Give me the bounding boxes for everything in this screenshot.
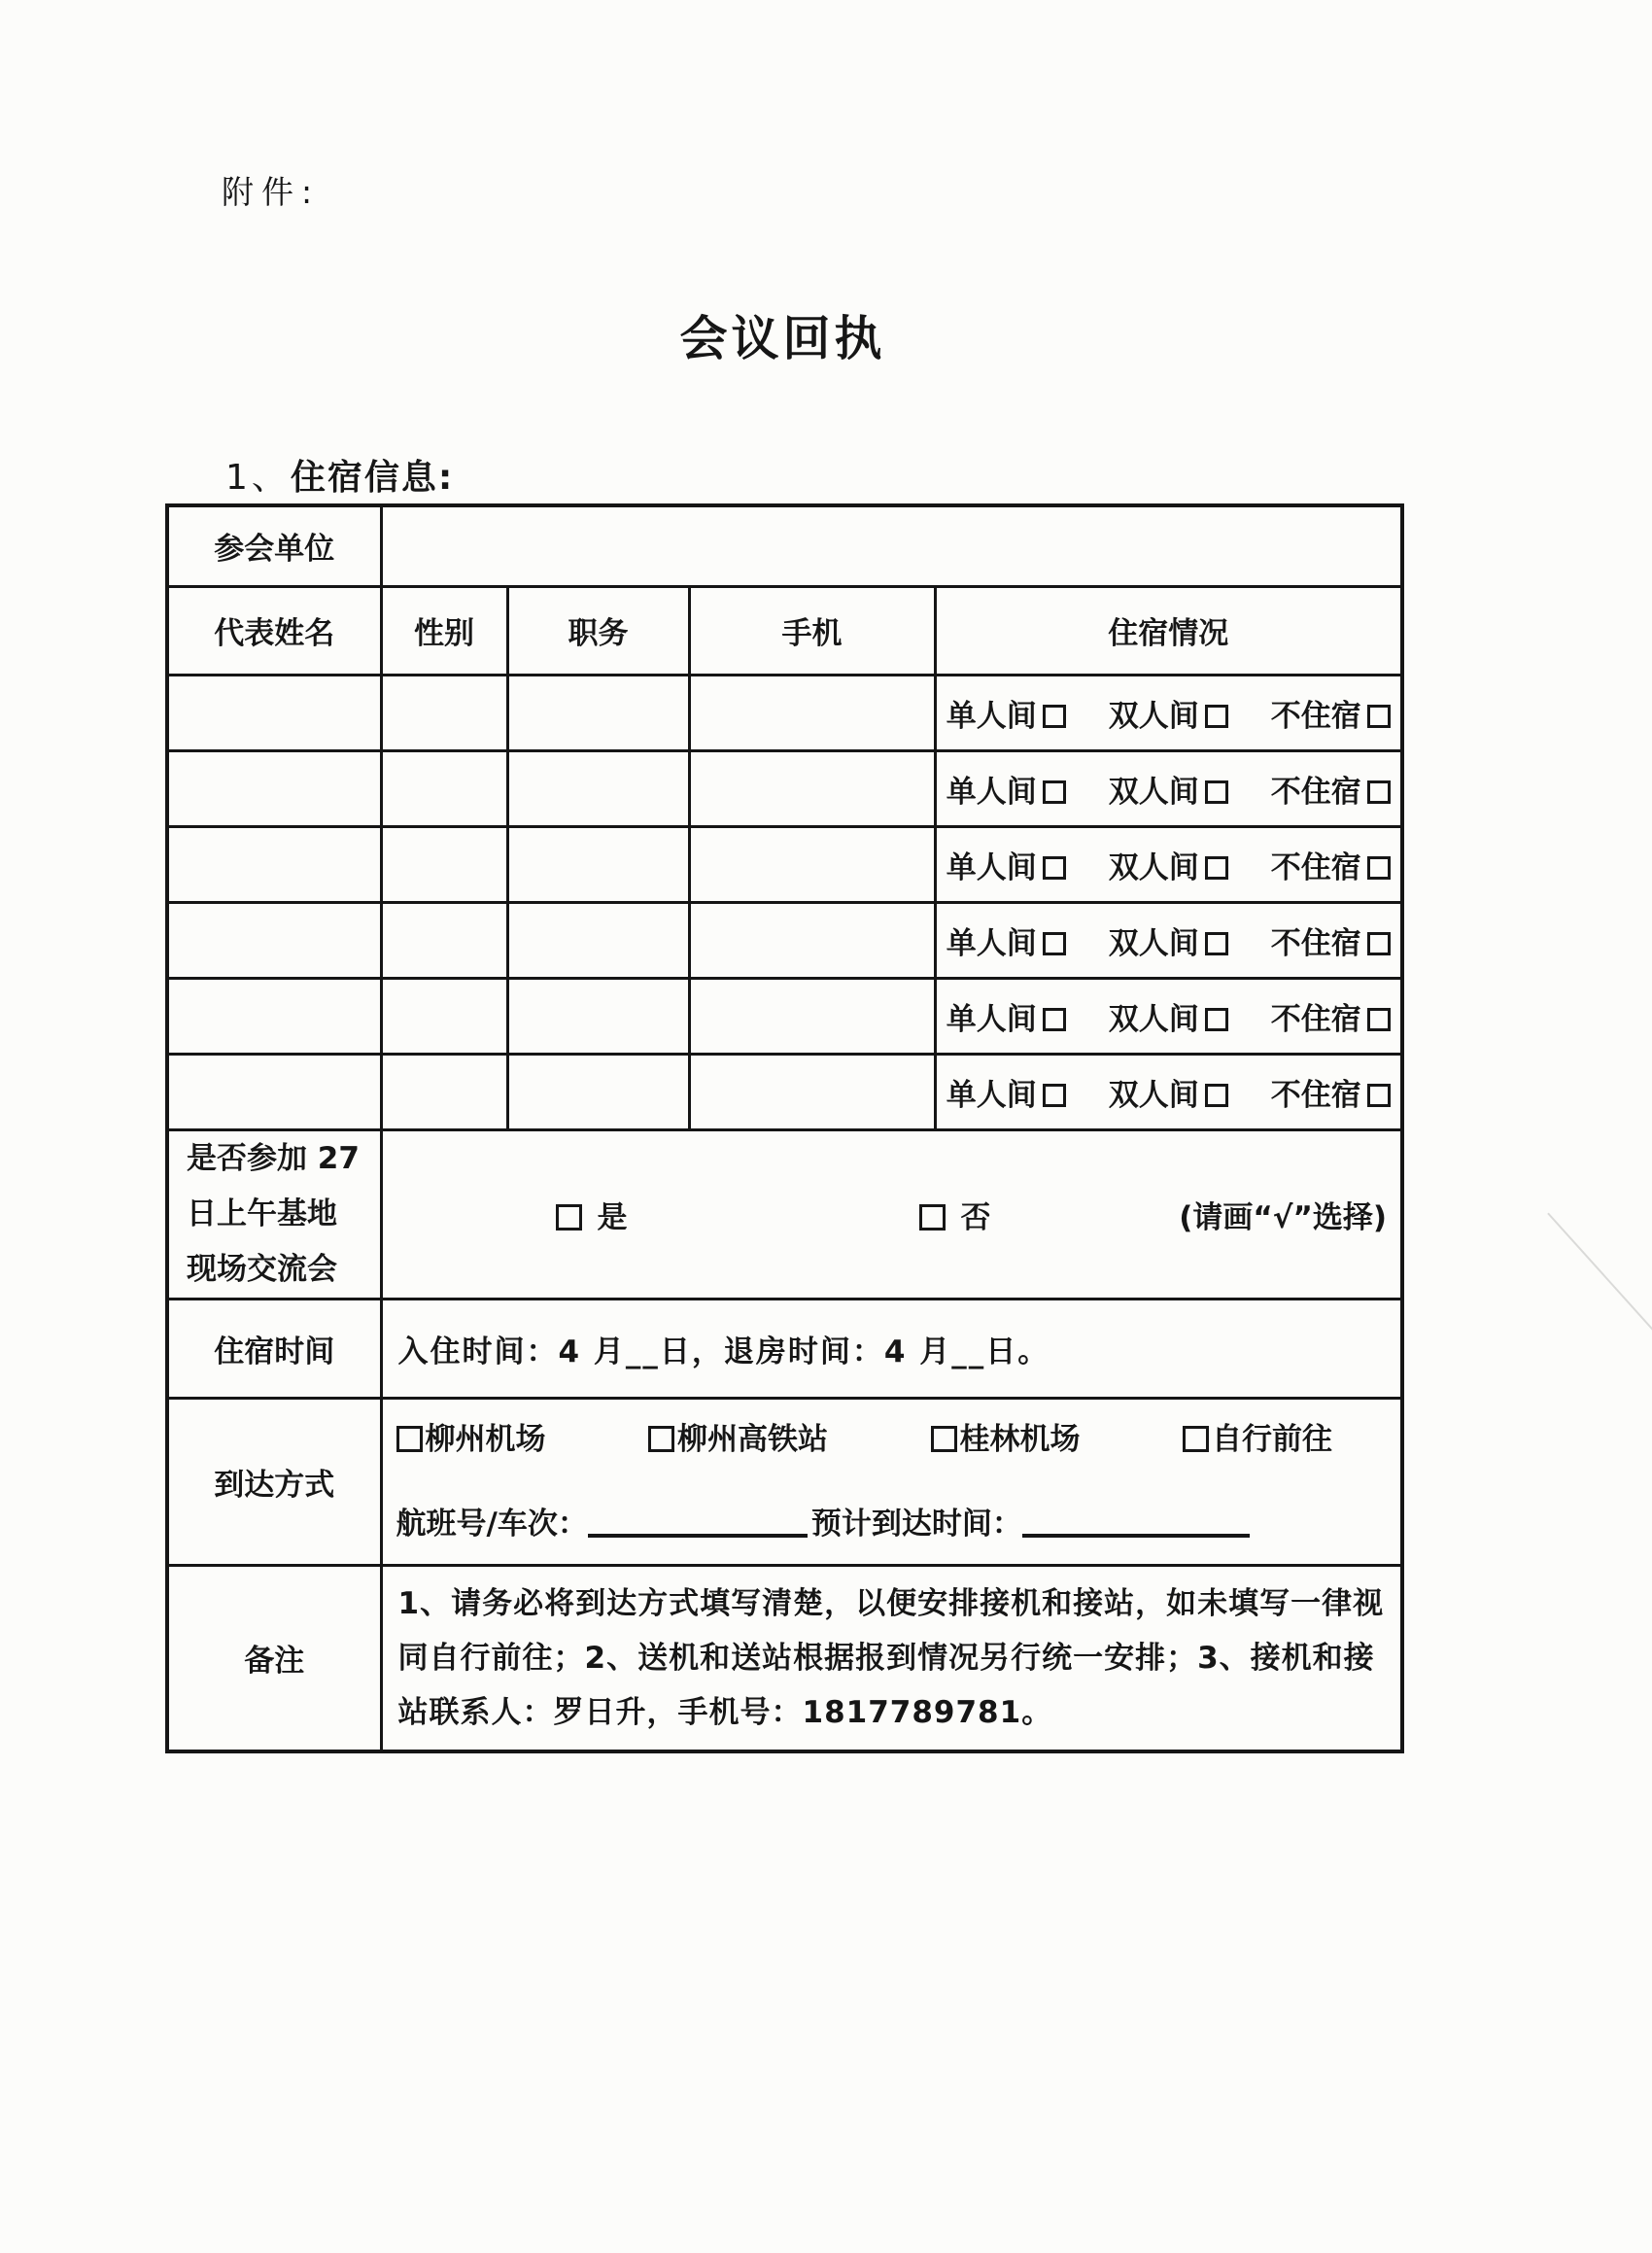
unit-value-cell[interactable] bbox=[381, 505, 1402, 586]
single-room-label: 单人间 bbox=[946, 698, 1037, 734]
attend-options-cell bbox=[381, 1129, 1402, 1299]
guilin-airport-label: 桂林机场 bbox=[959, 1422, 1081, 1457]
liuzhou-airport-checkbox[interactable] bbox=[396, 1426, 423, 1452]
single-room-checkbox[interactable] bbox=[1043, 856, 1066, 880]
attachment-label: 附件: bbox=[222, 173, 321, 211]
single-room-label: 单人间 bbox=[946, 925, 1037, 961]
lodging-cell bbox=[935, 902, 1402, 978]
double-room-option bbox=[1109, 699, 1228, 734]
no-stay-label: 不住宿 bbox=[1270, 698, 1361, 734]
double-room-option bbox=[1109, 850, 1228, 885]
attend-no-option bbox=[919, 1193, 991, 1236]
unit-label: 参会单位 bbox=[167, 505, 381, 586]
flight-number-label: 航班号/车次： bbox=[396, 1507, 588, 1542]
no-label: 否 bbox=[960, 1199, 991, 1235]
attend-yes-option bbox=[556, 1193, 628, 1236]
gender-cell[interactable] bbox=[381, 978, 507, 1054]
no-stay-label: 不住宿 bbox=[1270, 849, 1361, 885]
double-room-checkbox[interactable] bbox=[1205, 705, 1228, 728]
no-stay-checkbox[interactable] bbox=[1367, 932, 1391, 955]
lodging-cell bbox=[935, 978, 1402, 1054]
double-room-option bbox=[1109, 926, 1228, 961]
no-stay-checkbox[interactable] bbox=[1367, 1084, 1391, 1107]
no-stay-option bbox=[1271, 1002, 1391, 1037]
double-room-option bbox=[1109, 775, 1228, 810]
lodging-cell bbox=[935, 826, 1402, 902]
remarks-content: 1、请务必将到达方式填写清楚，以便安排接机和接站，如未填写一律视同自行前往；2、送机和送站根据报到情况另行统一安排；3、接机和接站联系人：罗日升，手机号：1817789781。 bbox=[381, 1565, 1402, 1751]
table-row-attend bbox=[167, 1129, 1402, 1299]
no-stay-option bbox=[1271, 775, 1391, 810]
single-room-checkbox[interactable] bbox=[1043, 705, 1066, 728]
position-cell[interactable] bbox=[507, 826, 689, 902]
double-room-label: 双人间 bbox=[1108, 1001, 1199, 1037]
single-room-checkbox[interactable] bbox=[1043, 1008, 1066, 1031]
single-room-checkbox[interactable] bbox=[1043, 1084, 1066, 1107]
single-room-checkbox[interactable] bbox=[1043, 932, 1066, 955]
double-room-label: 双人间 bbox=[1108, 1077, 1199, 1113]
position-cell[interactable] bbox=[507, 750, 689, 826]
name-cell[interactable] bbox=[167, 826, 381, 902]
eta-label: 预计到达时间： bbox=[810, 1507, 1022, 1542]
double-room-checkbox[interactable] bbox=[1205, 932, 1228, 955]
arrival-content-cell bbox=[381, 1398, 1402, 1565]
attend-note: (请画“√”选择) bbox=[1179, 1199, 1387, 1235]
single-room-option bbox=[946, 926, 1066, 961]
remarks-label: 备注 bbox=[167, 1565, 381, 1751]
no-stay-checkbox[interactable] bbox=[1367, 780, 1391, 804]
no-stay-checkbox[interactable] bbox=[1367, 705, 1391, 728]
single-room-option bbox=[946, 850, 1066, 885]
header-mobile: 手机 bbox=[689, 586, 935, 675]
mobile-cell[interactable] bbox=[689, 902, 935, 978]
table-row-delegate-3 bbox=[167, 826, 1402, 902]
double-room-label: 双人间 bbox=[1108, 849, 1199, 885]
position-cell[interactable] bbox=[507, 675, 689, 750]
no-stay-option bbox=[1271, 699, 1391, 734]
gender-cell[interactable] bbox=[381, 902, 507, 978]
mobile-cell[interactable] bbox=[689, 978, 935, 1054]
arrival-options bbox=[396, 1414, 1333, 1458]
no-stay-option bbox=[1271, 926, 1391, 961]
attend-label bbox=[167, 1129, 381, 1299]
no-stay-label: 不住宿 bbox=[1270, 1001, 1361, 1037]
header-name: 代表姓名 bbox=[167, 586, 381, 675]
no-stay-checkbox[interactable] bbox=[1367, 1008, 1391, 1031]
liuzhou-airport-option bbox=[396, 1414, 546, 1458]
yes-label: 是 bbox=[597, 1199, 628, 1235]
section-heading bbox=[225, 450, 454, 500]
gender-cell[interactable] bbox=[381, 1054, 507, 1129]
section-title: 住宿信息: bbox=[290, 458, 455, 498]
mobile-cell[interactable] bbox=[689, 1054, 935, 1129]
double-room-label: 双人间 bbox=[1108, 925, 1199, 961]
position-cell[interactable] bbox=[507, 1054, 689, 1129]
no-stay-option bbox=[1271, 1078, 1391, 1113]
accommodation-form-table bbox=[165, 503, 1404, 1753]
header-gender: 性别 bbox=[381, 586, 507, 675]
position-cell[interactable] bbox=[507, 978, 689, 1054]
gender-cell[interactable] bbox=[381, 675, 507, 750]
header-position: 职务 bbox=[507, 586, 689, 675]
stay-time-label: 住宿时间 bbox=[167, 1299, 381, 1398]
header-lodging: 住宿情况 bbox=[935, 586, 1402, 675]
table-row-stay-time bbox=[167, 1299, 1402, 1398]
no-stay-label: 不住宿 bbox=[1270, 925, 1361, 961]
single-room-label: 单人间 bbox=[946, 849, 1037, 885]
self-arrival-option bbox=[1183, 1414, 1332, 1458]
flight-info-line bbox=[396, 1499, 1333, 1542]
double-room-label: 双人间 bbox=[1108, 774, 1199, 810]
lodging-cell bbox=[935, 1054, 1402, 1129]
table-row-arrival bbox=[167, 1398, 1402, 1565]
double-room-option bbox=[1109, 1002, 1228, 1037]
attend-label-line3: 现场交流会 bbox=[187, 1251, 337, 1287]
single-room-label: 单人间 bbox=[946, 1001, 1037, 1037]
guilin-airport-checkbox[interactable] bbox=[931, 1426, 957, 1452]
mobile-cell[interactable] bbox=[689, 750, 935, 826]
name-cell[interactable] bbox=[167, 978, 381, 1054]
scan-crease-artifact bbox=[1547, 1213, 1652, 1424]
table-header-row bbox=[167, 586, 1402, 675]
double-room-checkbox[interactable] bbox=[1205, 1008, 1228, 1031]
page-title: 会议回执 bbox=[679, 311, 886, 366]
section-number: 1、 bbox=[225, 458, 291, 498]
liuzhou-hsr-checkbox[interactable] bbox=[648, 1426, 674, 1452]
double-room-option bbox=[1109, 1078, 1228, 1113]
double-room-checkbox[interactable] bbox=[1205, 1084, 1228, 1107]
gender-cell[interactable] bbox=[381, 750, 507, 826]
lodging-cell bbox=[935, 750, 1402, 826]
flight-number-blank[interactable] bbox=[588, 1508, 808, 1538]
no-stay-label: 不住宿 bbox=[1270, 1077, 1361, 1113]
table-row-delegate-4 bbox=[167, 902, 1402, 978]
liuzhou-airport-label: 柳州机场 bbox=[425, 1422, 546, 1457]
table-row-remarks bbox=[167, 1565, 1402, 1751]
self-arrival-checkbox[interactable] bbox=[1183, 1426, 1209, 1452]
no-stay-checkbox[interactable] bbox=[1367, 856, 1391, 880]
attend-label-line1: 是否参加 27 bbox=[187, 1140, 360, 1176]
single-room-option bbox=[946, 1078, 1066, 1113]
single-room-checkbox[interactable] bbox=[1043, 780, 1066, 804]
attend-label-line2: 日上午基地 bbox=[187, 1196, 337, 1231]
liuzhou-hsr-label: 柳州高铁站 bbox=[677, 1422, 828, 1457]
table-row-delegate-5 bbox=[167, 978, 1402, 1054]
eta-blank[interactable] bbox=[1022, 1508, 1250, 1538]
double-room-checkbox[interactable] bbox=[1205, 780, 1228, 804]
arrival-label: 到达方式 bbox=[167, 1398, 381, 1565]
name-cell[interactable] bbox=[167, 902, 381, 978]
single-room-option bbox=[946, 1002, 1066, 1037]
single-room-label: 单人间 bbox=[946, 1077, 1037, 1113]
position-cell[interactable] bbox=[507, 902, 689, 978]
name-cell[interactable] bbox=[167, 1054, 381, 1129]
table-row-delegate-6 bbox=[167, 1054, 1402, 1129]
stay-time-content[interactable]: 入住时间：4 月__日，退房时间：4 月__日。 bbox=[381, 1299, 1402, 1398]
guilin-airport-option bbox=[931, 1414, 1081, 1458]
single-room-option bbox=[946, 699, 1066, 734]
mobile-cell[interactable] bbox=[689, 675, 935, 750]
self-arrival-label: 自行前往 bbox=[1212, 1422, 1332, 1457]
mobile-cell[interactable] bbox=[689, 826, 935, 902]
liuzhou-hsr-option bbox=[648, 1414, 828, 1458]
lodging-cell bbox=[935, 675, 1402, 750]
double-room-checkbox[interactable] bbox=[1205, 856, 1228, 880]
table-row-unit bbox=[167, 505, 1402, 586]
name-cell[interactable] bbox=[167, 750, 381, 826]
no-stay-label: 不住宿 bbox=[1270, 774, 1361, 810]
no-checkbox[interactable] bbox=[919, 1204, 946, 1230]
name-cell[interactable] bbox=[167, 675, 381, 750]
no-stay-option bbox=[1271, 850, 1391, 885]
double-room-label: 双人间 bbox=[1108, 698, 1199, 734]
single-room-label: 单人间 bbox=[946, 774, 1037, 810]
single-room-option bbox=[946, 775, 1066, 810]
gender-cell[interactable] bbox=[381, 826, 507, 902]
table-row-delegate-1 bbox=[167, 675, 1402, 750]
yes-checkbox[interactable] bbox=[556, 1204, 582, 1230]
table-row-delegate-2 bbox=[167, 750, 1402, 826]
